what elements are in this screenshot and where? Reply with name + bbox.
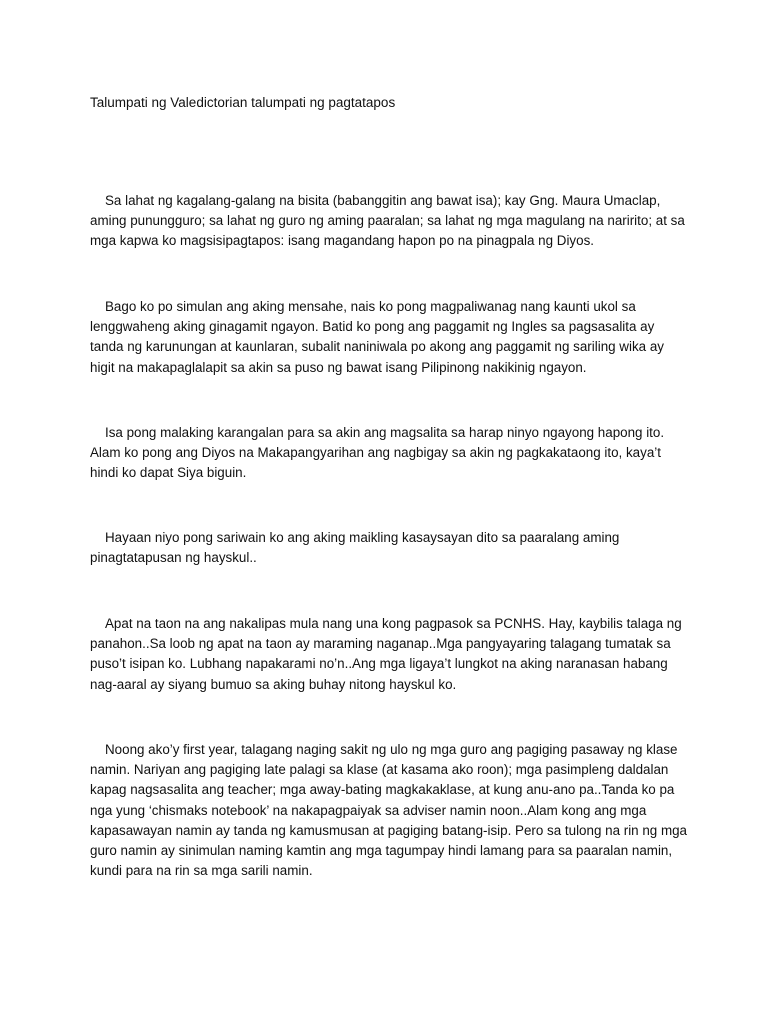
paragraph-four-years: Apat na taon na ang nakalipas mula nang una kong pagpasok sa PCNHS. Hay, kaybilis talaga ng panahon..Sa loob ng apat na taon ay maraming naganap..Mga pangyayaring talagang tumatak sa puso’t isipan ko. Lubhang napakarami no’n..Ang mga ligaya’t lungkot na aking naranasan habang nag-aaral ay siyang bumuo sa aking buhay nitong hayskul ko. [90, 616, 682, 692]
paragraph-honor: Isa pong malaking karangalan para sa akin ang magsalita sa harap ninyo ngayong hapong ito. Alam ko pong ang Diyos na Makapangyarihan ang nagbigay sa akin ng pagkakataong ito, kaya’t hindi ko dapat Siya biguin. [90, 425, 665, 481]
document-title: Talumpati ng Valedictorian talumpati ng pagtatapos [90, 95, 396, 110]
paragraph-greeting: Sa lahat ng kagalang-galang na bisita (babanggitin ang bawat isa); kay Gng. Maura Umaclap, aming punungguro; sa lahat ng guro ng aming paaralan; sa lahat ng mga magulang na naririto; at sa mga kapwa ko magsisipagtapos: isang magandang hapon po na pinagpala ng Diyos. [90, 193, 685, 249]
paragraph-first-year: Noong ako’y first year, talagang naging sakit ng ulo ng mga guro ang pagiging pasaway ng klase namin. Nariyan ang pagiging late palagi sa klase (at kasama ako roon); mga pasimpleng daldalan kapag nagsasalita ang teacher; mga away-bating magkakaklase, at kung anu-ano pa..Tanda ko pa nga yung ‘chismaks notebook’ na nakapagpaiyak sa adviser namin noon..Alam kong ang mga kapasawayan namin ay tanda ng kamusmusan at pagiging batang-isip. Pero sa tulong na rin ng mga guro namin ay sinimulan naming kamtin ang mga tagumpay hindi lamang para sa paaralan namin, kundi para na rin sa mga sarili namin. [90, 742, 688, 879]
paragraph-language: Bago ko po simulan ang aking mensahe, nais ko pong magpaliwanag nang kaunti ukol sa lenggwaheng aking ginagamit ngayon. Batid ko pong ang paggamit ng Ingles sa pagsasalita ay tanda ng karunungan at kaunlaran, subalit naniniwala po akong ang paggamit ng sariling wika ay higit na makapaglalapit sa akin sa puso ng bawat isang Pilipinong nakikinig ngayon. [90, 299, 664, 375]
paragraph-history-intro: Hayaan niyo pong sariwain ko ang aking maikling kasaysayan dito sa paaralang aming pinagtatapusan ng hayskul.. [90, 530, 620, 566]
